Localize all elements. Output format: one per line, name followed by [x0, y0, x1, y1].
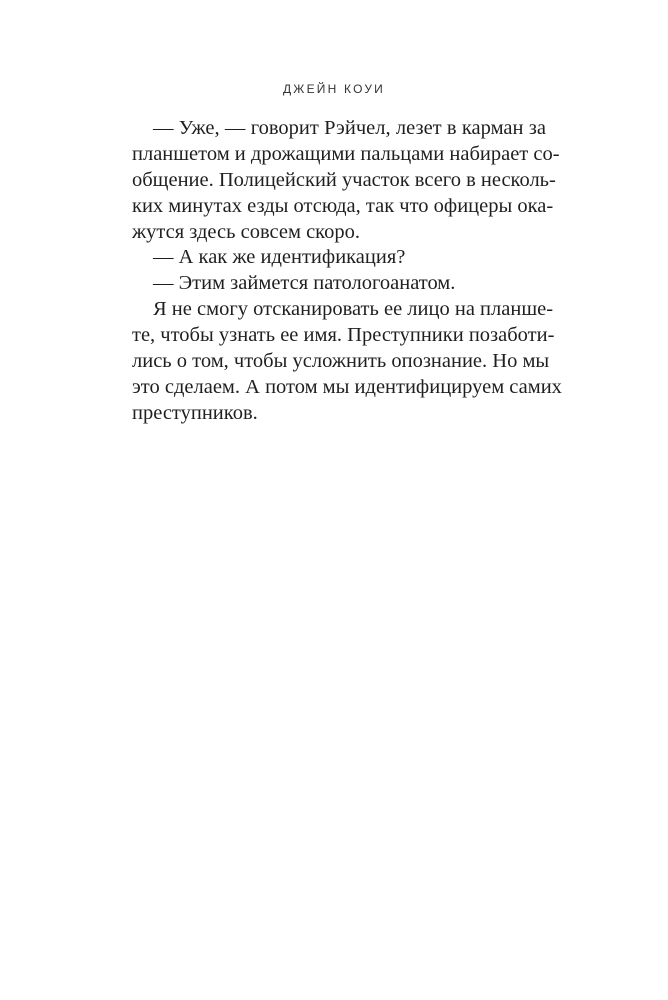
text-line: преступников.	[132, 401, 258, 424]
text-line: планшетом и дрожащими пальцами набирает со-	[132, 142, 560, 165]
text-line: — А как же идентификация?	[153, 246, 406, 269]
text-line: — Уже, — говорит Рэйчел, лезет в карман за	[153, 117, 546, 139]
text-line: Я не смогу отсканировать ее лицо на планше-	[153, 298, 554, 321]
text-line: — Этим займется патологоанатом.	[153, 272, 456, 295]
text-line: лись о том, чтобы усложнить опознание. Но мы	[132, 350, 550, 373]
text-line: жутся здесь совсем скоро.	[132, 220, 360, 243]
text-line: ких минутах езды отсюда, так что офицеры ока-	[132, 194, 554, 217]
text-line: общение. Полицейский участок всего в несколь-	[132, 168, 556, 191]
text-line: это сделаем. А потом мы идентифицируем самих	[132, 375, 562, 398]
running-head: ДЖЕЙН КОУИ	[282, 82, 385, 96]
body-text	[132, 116, 562, 427]
text-line: те, чтобы узнать ее имя. Преступники позаботи-	[132, 324, 555, 347]
